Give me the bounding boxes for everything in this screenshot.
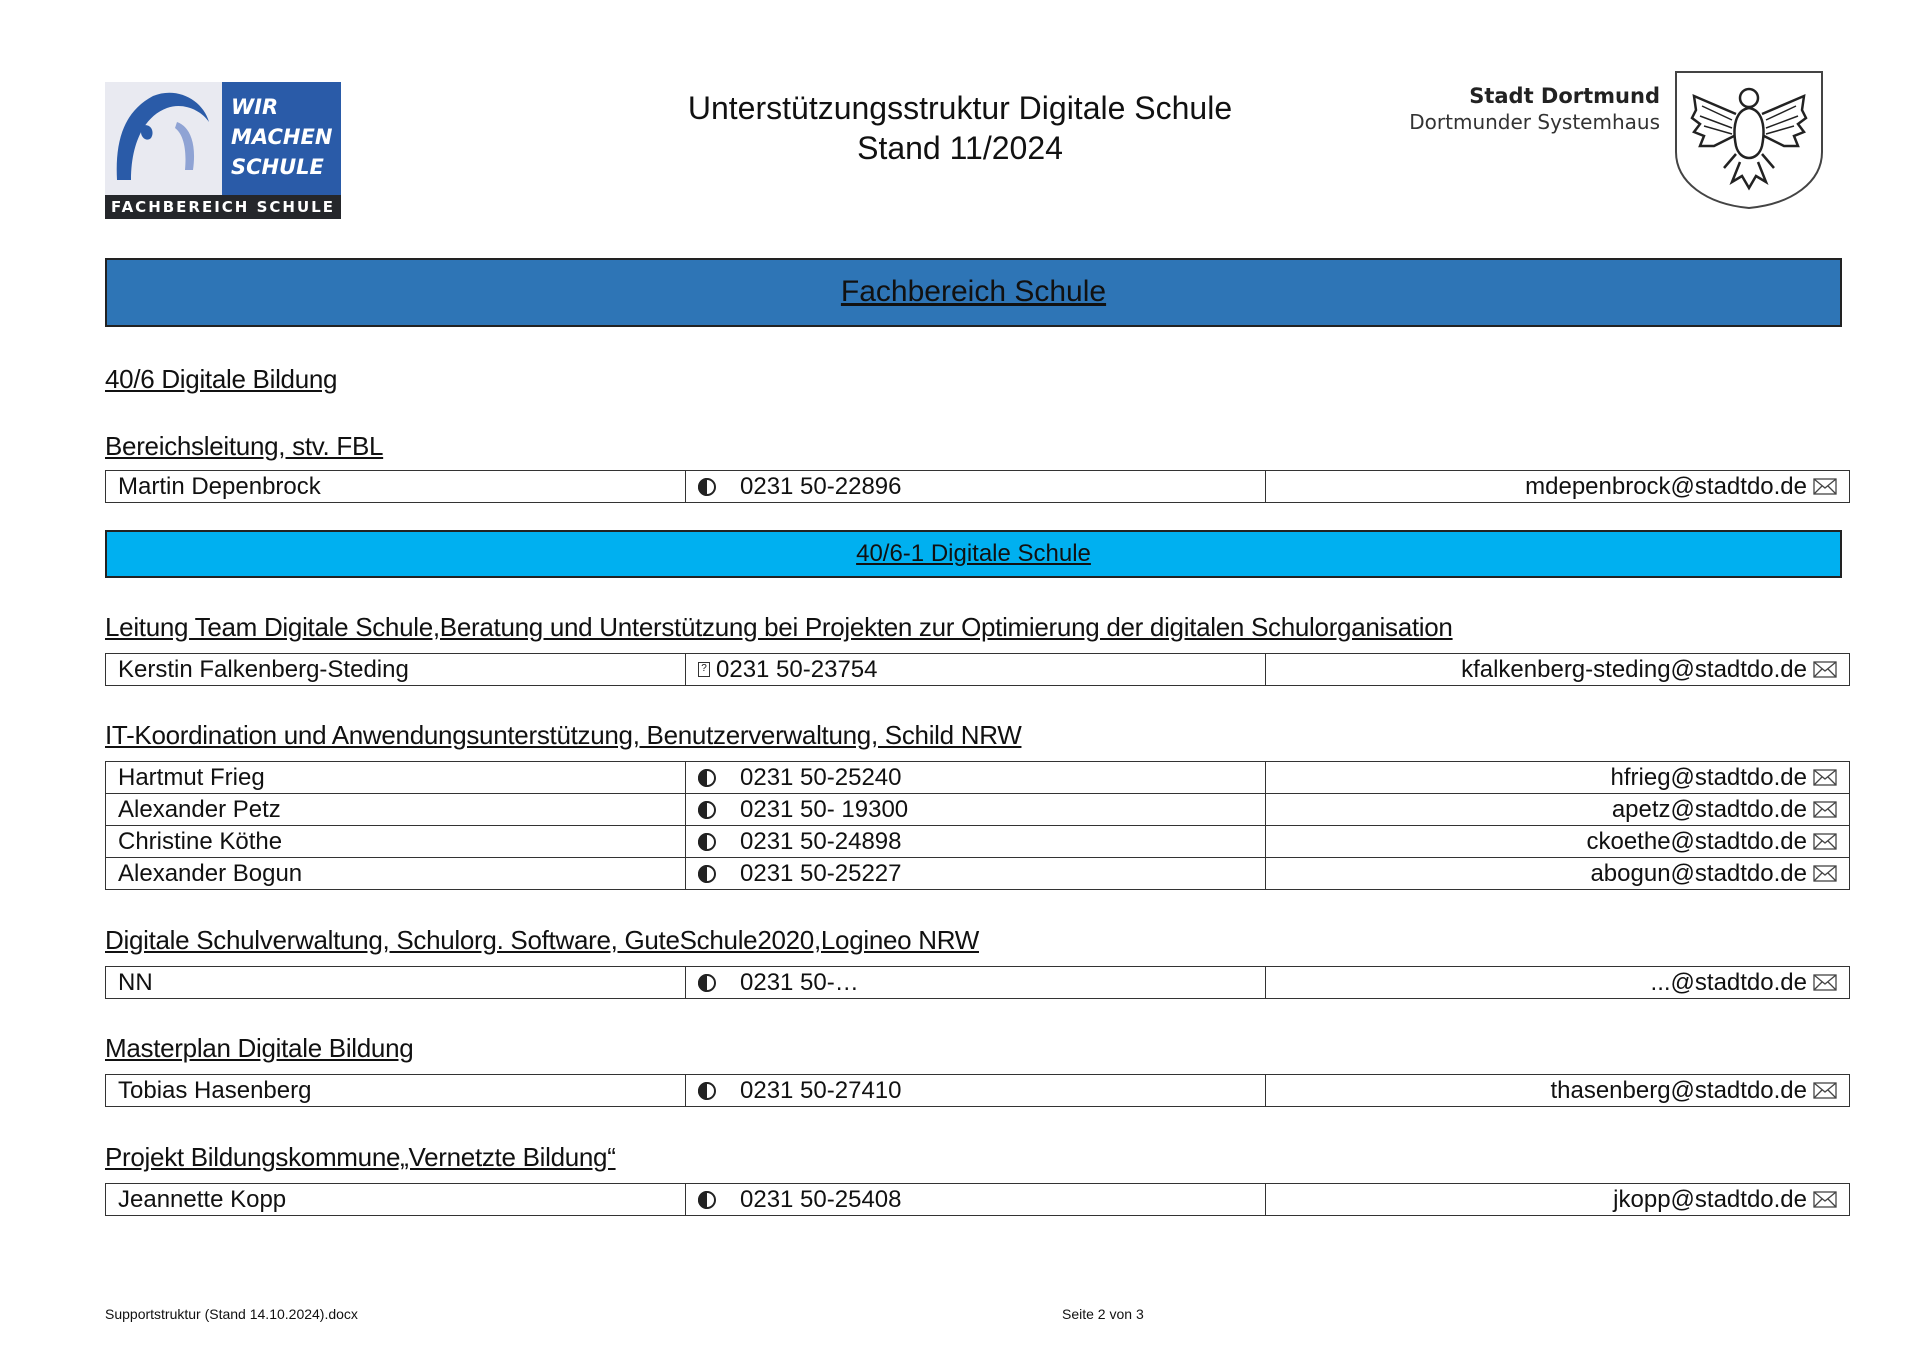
contact-email[interactable]: kfalkenberg-steding@stadtdo.de (1461, 656, 1807, 683)
section-title: Leitung Team Digitale Schule,Beratung und Unterstützung bei Projekten zur Optimierung der digitalen Schulorganisation (105, 612, 1453, 642)
phone-icon (698, 1082, 716, 1100)
contact-name: Alexander Petz (106, 794, 686, 825)
banner-sub-label: 40/6-1 Digitale Schule (856, 540, 1091, 567)
mail-icon (1813, 1082, 1837, 1099)
contact-email[interactable]: hfrieg@stadtdo.de (1610, 764, 1807, 791)
section-title: Masterplan Digitale Bildung (105, 1033, 414, 1063)
table-row (106, 1184, 1849, 1215)
banner-digitale-schule (105, 530, 1842, 578)
contact-email[interactable]: abogun@stadtdo.de (1590, 860, 1807, 887)
logo-bar-text: FACHBEREICH SCHULE (105, 195, 341, 219)
city-department: Dortmunder Systemhaus (1409, 110, 1660, 134)
mail-icon (1813, 801, 1837, 818)
section-title: Projekt Bildungskommune„Vernetzte Bildung“ (105, 1142, 616, 1172)
section-title: Bereichsleitung, stv. FBL (105, 431, 384, 461)
table-row (106, 825, 1849, 857)
section-title: IT-Koordination und Anwendungsunterstützung, Benutzerverwaltung, Schild NRW (105, 720, 1022, 750)
contact-email-cell (1266, 654, 1849, 685)
phone-icon (698, 801, 716, 819)
city-name: Stadt Dortmund (1469, 84, 1660, 108)
contact-phone-cell (686, 471, 1266, 502)
contact-table (105, 1183, 1850, 1216)
table-row (106, 857, 1849, 889)
contact-name: Hartmut Frieg (106, 762, 686, 793)
contact-phone: 0231 50-25408 (740, 1186, 902, 1213)
logo-emblem (105, 82, 222, 195)
contact-name: Kerstin Falkenberg-Steding (106, 654, 686, 685)
contact-phone-cell (686, 967, 1266, 998)
phone-icon (698, 865, 716, 883)
contact-table (105, 470, 1850, 503)
contact-table (105, 966, 1850, 999)
title-line-2: Stand 11/2024 (857, 130, 1063, 166)
phone-icon (698, 769, 716, 787)
contact-email-cell (1266, 1075, 1849, 1106)
mail-icon (1813, 661, 1837, 678)
mail-icon (1813, 974, 1837, 991)
section-title-digitale-bildung: 40/6 Digitale Bildung (105, 364, 338, 394)
wir-machen-schule-logo (105, 82, 341, 219)
contact-name: Alexander Bogun (106, 858, 686, 889)
contact-phone: 0231 50-25227 (740, 860, 902, 887)
phone-box-icon: ? (698, 662, 710, 677)
phone-icon (698, 833, 716, 851)
page-title (560, 88, 1360, 168)
table-row (106, 967, 1849, 998)
table-row (106, 1075, 1849, 1106)
contact-email-cell (1266, 762, 1849, 793)
contact-phone-cell (686, 1184, 1266, 1215)
logo-words (231, 92, 339, 182)
contact-phone-cell (686, 826, 1266, 857)
logo-word: WIR (231, 95, 279, 119)
logo-word: MACHEN (231, 125, 333, 149)
title-line-1: Unterstützungsstruktur Digitale Schule (687, 90, 1233, 126)
banner-main-label: Fachbereich Schule (840, 275, 1107, 308)
contact-phone-cell (686, 654, 1266, 685)
contact-email-cell (1266, 967, 1849, 998)
mail-icon (1813, 865, 1837, 882)
contact-email[interactable]: jkopp@stadtdo.de (1613, 1186, 1807, 1213)
phone-icon (698, 478, 716, 496)
contact-name: Tobias Hasenberg (106, 1075, 686, 1106)
table-row (106, 762, 1849, 793)
contact-phone: 0231 50- 19300 (740, 796, 909, 823)
contact-name: Jeannette Kopp (106, 1184, 686, 1215)
contact-email[interactable]: thasenberg@stadtdo.de (1550, 1077, 1807, 1104)
contact-email-cell (1266, 858, 1849, 889)
contact-table (105, 761, 1850, 890)
contact-name: NN (106, 967, 686, 998)
contact-phone-cell (686, 762, 1266, 793)
phone-icon (698, 1191, 716, 1209)
contact-phone: 0231 50-22896 (740, 473, 902, 500)
contact-email-cell (1266, 794, 1849, 825)
contact-email-cell (1266, 471, 1849, 502)
phone-icon (698, 974, 716, 992)
contact-email-cell (1266, 826, 1849, 857)
contact-phone: 0231 50-27410 (740, 1077, 902, 1104)
table-row (106, 471, 1849, 502)
contact-table (105, 1074, 1850, 1107)
contact-phone: 0231 50-23754 (716, 656, 878, 683)
contact-phone: 0231 50-… (740, 969, 859, 996)
contact-email[interactable]: ckoethe@stadtdo.de (1586, 828, 1807, 855)
contact-phone-cell (686, 1075, 1266, 1106)
contact-email-cell (1266, 1184, 1849, 1215)
contact-phone: 0231 50-24898 (740, 828, 902, 855)
section-title: Digitale Schulverwaltung, Schulorg. Software, GuteSchule2020,Logineo NRW (105, 925, 979, 955)
footer-filename: Supportstruktur (Stand 14.10.2024).docx (105, 1306, 358, 1322)
banner-fachbereich-schule (105, 258, 1842, 327)
contact-name: Martin Depenbrock (106, 471, 686, 502)
table-row (106, 793, 1849, 825)
logo-word: SCHULE (231, 155, 324, 179)
contact-email[interactable]: ...@stadtdo.de (1650, 969, 1807, 996)
contact-name: Christine Köthe (106, 826, 686, 857)
contact-phone: 0231 50-25240 (740, 764, 902, 791)
mail-icon (1813, 833, 1837, 850)
contact-phone-cell (686, 858, 1266, 889)
mail-icon (1813, 769, 1837, 786)
contact-email[interactable]: mdepenbrock@stadtdo.de (1525, 473, 1807, 500)
mail-icon (1813, 1191, 1837, 1208)
footer-page-number: Seite 2 von 3 (1062, 1306, 1144, 1322)
table-row (106, 654, 1849, 685)
contact-email[interactable]: apetz@stadtdo.de (1611, 796, 1807, 823)
eagle-crest-icon (1674, 70, 1824, 210)
contact-table (105, 653, 1850, 686)
mail-icon (1813, 478, 1837, 495)
contact-phone-cell (686, 794, 1266, 825)
